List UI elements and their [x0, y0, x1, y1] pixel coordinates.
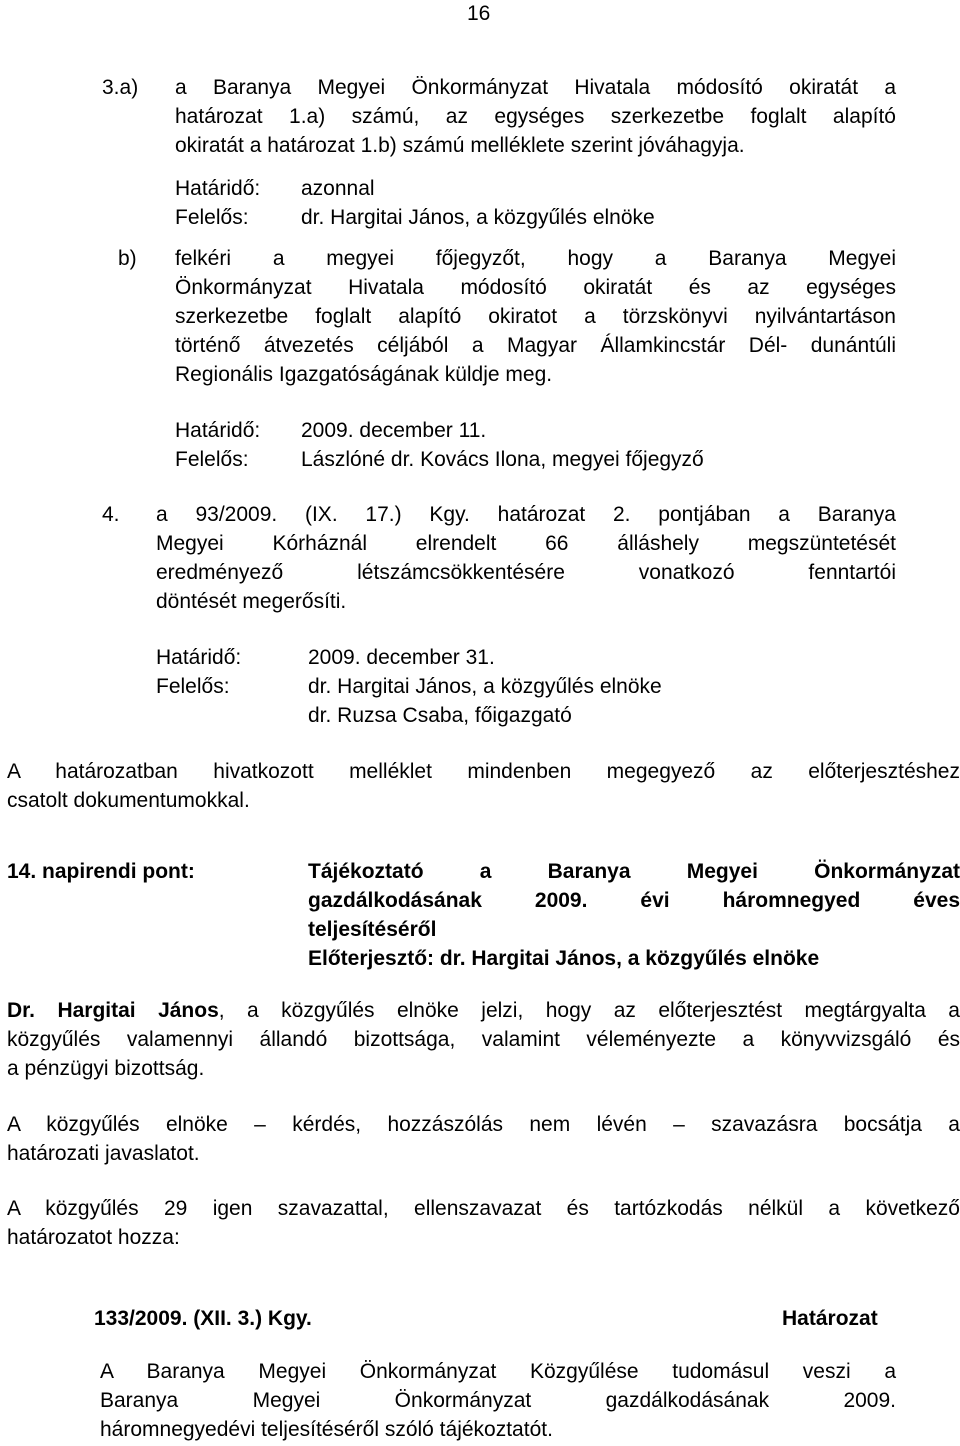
text-line: határozat 1.a) számú, az egységes szerkezetbe foglalt alapító — [175, 105, 896, 128]
deadline-label: Határidő: — [156, 646, 242, 669]
item-b-label: b) — [118, 247, 137, 270]
text-line: Regionális Igazgatóságának küldje meg. — [175, 363, 553, 386]
resolution-number: 133/2009. (XII. 3.) Kgy. — [94, 1307, 312, 1330]
text-line: eredményező létszámcsökkentésére vonatkozó fenntartói — [156, 561, 896, 584]
deadline-value: 2009. december 11. — [301, 419, 487, 442]
responsible-label: Felelős: — [175, 448, 249, 471]
text-line: határozatot hozza: — [7, 1226, 180, 1249]
item-4-text — [156, 500, 896, 616]
text-line: felkéri a megyei főjegyzőt, hogy a Baranya Megyei — [175, 247, 896, 270]
paragraph-vote-result — [7, 1194, 960, 1252]
text-line: a pénzügyi bizottság. — [7, 1057, 205, 1080]
responsible-value: dr. Ruzsa Csaba, főigazgató — [308, 704, 572, 727]
responsible-value: Lászlóné dr. Kovács Ilona, megyei főjegyző — [301, 448, 704, 471]
text-line: Baranya Megyei Önkormányzat gazdálkodásának 2009. — [100, 1389, 896, 1412]
text-line: a Baranya Megyei Önkormányzat Hivatala módosító okiratát a — [175, 76, 896, 99]
responsible-value: dr. Hargitai János, a közgyűlés elnöke — [308, 675, 662, 698]
text-line: háromnegyedévi teljesítéséről szóló tájékoztatót. — [100, 1418, 553, 1441]
text-line: szerkezetbe foglalt alapító okiratot a törzskönyvi nyilvántartáson — [175, 305, 896, 328]
paragraph-report — [7, 996, 960, 1083]
text-line: A közgyűlés elnöke – kérdés, hozzászólás nem lévén – szavazásra bocsátja a — [7, 1113, 960, 1136]
speaker-name: Dr. Hargitai János — [7, 999, 219, 1022]
paragraph-vote-call — [7, 1110, 960, 1168]
text-line: okiratát a határozat 1.b) számú melléklete szerint jóváhagyja. — [175, 134, 745, 157]
agenda-presenter: Előterjesztő: dr. Hargitai János, a közgyűlés elnöke — [308, 947, 820, 970]
text-line: Tájékoztató a Baranya Megyei Önkormányzat — [308, 860, 960, 883]
deadline-label: Határidő: — [175, 177, 261, 200]
item-3a-label: 3.a) — [102, 76, 139, 99]
page-number: 16 — [467, 2, 491, 25]
text-line — [7, 996, 960, 1025]
resolution-heading: Határozat — [782, 1307, 878, 1330]
text-line: közgyűlés valamennyi állandó bizottsága, valamint véleményezte a könyvvizsgáló és — [7, 1028, 960, 1051]
annex-note — [7, 757, 960, 815]
text-line: történő átvezetés céljából a Magyar Államkincstár Dél- dunántúli — [175, 334, 896, 357]
text-line: Önkormányzat Hivatala módosító okiratát és az egységes — [175, 276, 896, 299]
responsible-label: Felelős: — [175, 206, 249, 229]
item-4-label: 4. — [102, 503, 120, 526]
text-line: teljesítéséről — [308, 918, 437, 941]
text-line: döntését megerősíti. — [156, 590, 347, 613]
text-line: A Baranya Megyei Önkormányzat Közgyűlése tudomásul veszi a — [100, 1360, 896, 1383]
text-line: határozati javaslatot. — [7, 1142, 200, 1165]
responsible-label: Felelős: — [156, 675, 230, 698]
agenda-title — [308, 857, 960, 973]
responsible-value: dr. Hargitai János, a közgyűlés elnöke — [301, 206, 655, 229]
text-line: a 93/2009. (IX. 17.) Kgy. határozat 2. pontjában a Baranya — [156, 503, 896, 526]
deadline-label: Határidő: — [175, 419, 261, 442]
text-line: Megyei Kórháznál elrendelt 66 álláshely megszüntetését — [156, 532, 896, 555]
deadline-value: azonnal — [301, 177, 375, 200]
text-line: A határozatban hivatkozott melléklet mindenben megegyező az előterjesztéshez — [7, 760, 960, 783]
deadline-value: 2009. december 31. — [308, 646, 495, 669]
item-3a-text — [175, 73, 896, 160]
text-line: gazdálkodásának 2009. évi háromnegyed éves — [308, 889, 960, 912]
text-line: A közgyűlés 29 igen szavazattal, ellenszavazat és tartózkodás nélkül a következő — [7, 1197, 960, 1220]
agenda-label: 14. napirendi pont: — [7, 860, 195, 883]
text-line: csatolt dokumentumokkal. — [7, 789, 250, 812]
resolution-text — [100, 1357, 896, 1444]
text-segment: , a közgyűlés elnöke jelzi, hogy az előterjesztést megtárgyalta a — [218, 999, 960, 1022]
item-b-text — [175, 244, 896, 389]
